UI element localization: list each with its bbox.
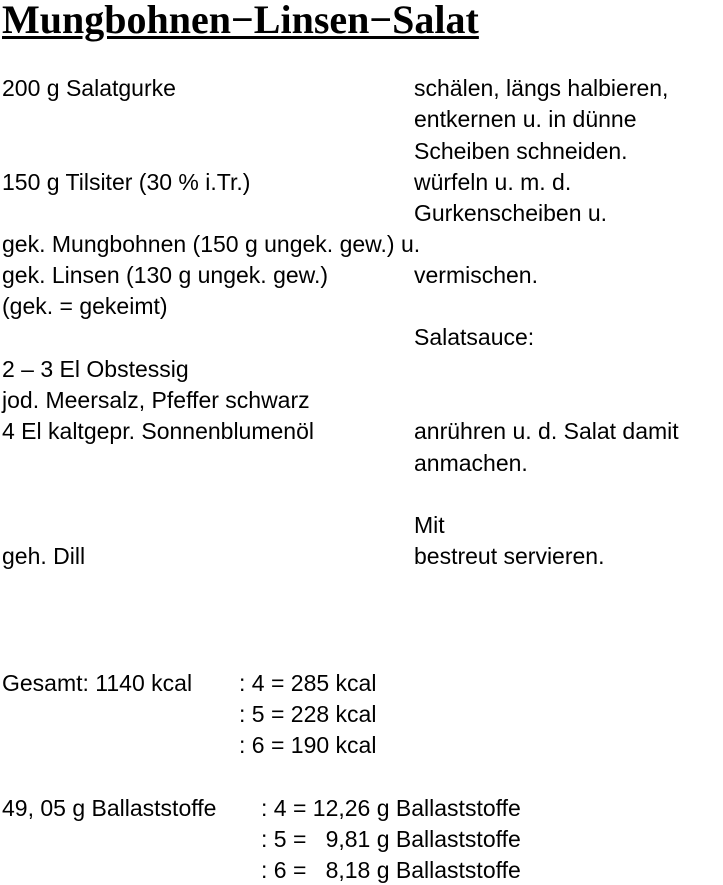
instruction-line: bestreut servieren. bbox=[414, 543, 605, 569]
instruction-line: entkernen u. in dünne bbox=[414, 106, 637, 132]
instruction-line: Mit bbox=[414, 512, 445, 538]
fiber-per-portion: : 6 = 8,18 g Ballaststoffe bbox=[261, 857, 521, 883]
ingredient-line: 2 – 3 El Obstessig bbox=[2, 356, 189, 382]
ingredient-line: gek. Mungbohnen (150 g ungek. gew.) u. bbox=[2, 231, 421, 257]
ingredient-line: jod. Meersalz, Pfeffer schwarz bbox=[2, 387, 310, 413]
kcal-total: Gesamt: 1140 kcal bbox=[2, 670, 193, 696]
kcal-per-portion: : 4 = 285 kcal bbox=[239, 670, 377, 696]
instruction-line: würfeln u. m. d. bbox=[414, 169, 572, 195]
ingredient-line: 150 g Tilsiter (30 % i.Tr.) bbox=[2, 169, 251, 195]
instruction-line: Gurkenscheiben u. bbox=[414, 200, 608, 226]
ingredient-line: 4 El kaltgepr. Sonnenblumenöl bbox=[2, 418, 314, 444]
instruction-line: vermischen. bbox=[414, 262, 538, 288]
ingredient-line: geh. Dill bbox=[2, 543, 86, 569]
instruction-line: anmachen. bbox=[414, 450, 528, 476]
kcal-per-portion: : 5 = 228 kcal bbox=[239, 701, 377, 727]
section-heading-sauce: Salatsauce: bbox=[414, 324, 535, 350]
instruction-line: schälen, längs halbieren, bbox=[414, 75, 669, 101]
kcal-per-portion: : 6 = 190 kcal bbox=[239, 732, 377, 758]
ingredient-line: gek. Linsen (130 g ungek. gew.) bbox=[2, 262, 329, 288]
ingredient-note: (gek. = gekeimt) bbox=[2, 293, 168, 319]
instruction-line: anrühren u. d. Salat damit bbox=[414, 418, 679, 444]
fiber-per-portion: : 4 = 12,26 g Ballaststoffe bbox=[261, 795, 521, 821]
ingredient-line: 200 g Salatgurke bbox=[2, 75, 176, 101]
instruction-line: Scheiben schneiden. bbox=[414, 138, 628, 164]
fiber-total: 49, 05 g Ballaststoffe bbox=[2, 795, 217, 821]
fiber-per-portion: : 5 = 9,81 g Ballaststoffe bbox=[261, 826, 521, 852]
recipe-title: Mungbohnen−Linsen−Salat bbox=[2, 0, 479, 42]
